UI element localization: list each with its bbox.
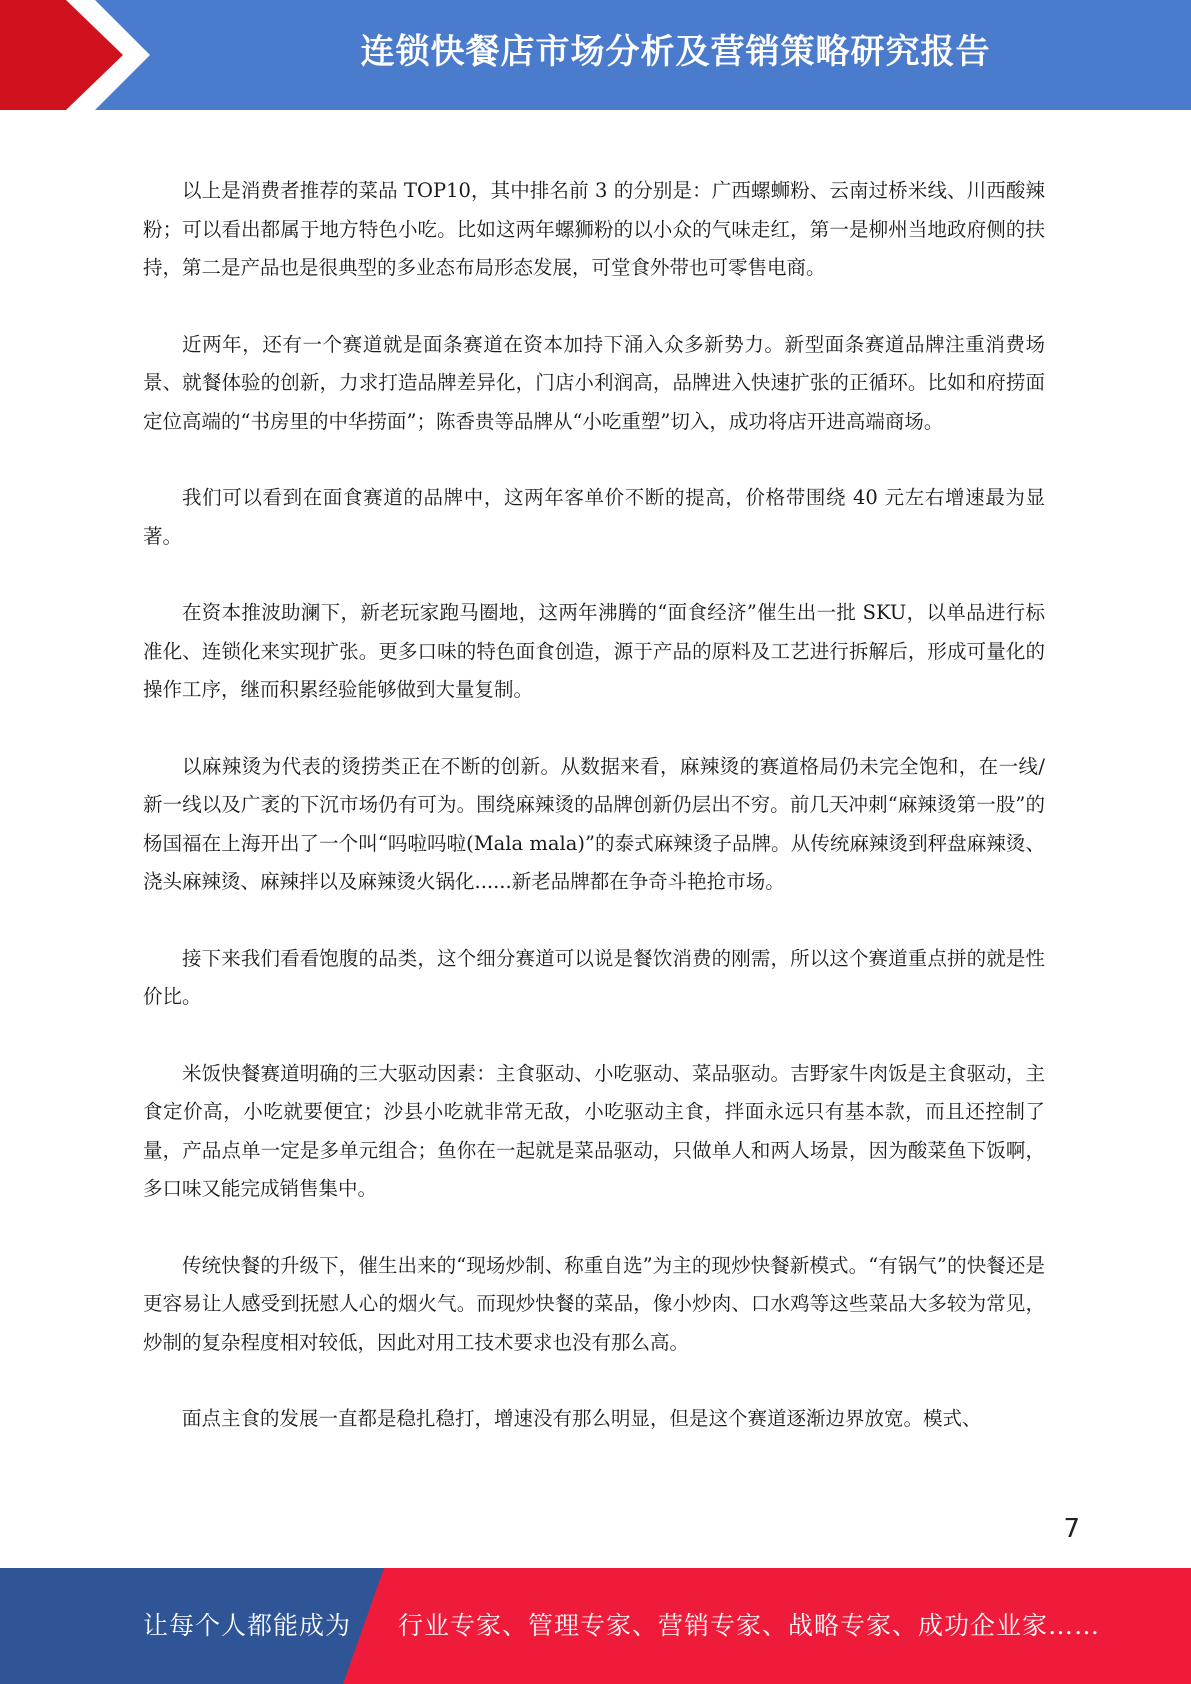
paragraph: 接下来我们看看饱腹的品类，这个细分赛道可以说是餐饮消费的刚需，所以这个赛道重点拼的就是性价比。 [143,946,1045,1008]
report-title: 连锁快餐店市场分析及营销策略研究报告 [360,32,991,72]
paragraph: 我们可以看到在面食赛道的品牌中，这两年客单价不断的提高，价格带围绕 40 元左右增速最为显著。 [143,486,1045,548]
footer-slogan-right: 行业专家、管理专家、营销专家、战略专家、成功企业家…… [398,1611,1101,1640]
paragraph: 米饭快餐赛道明确的三大驱动因素：主食驱动、小吃驱动、菜品驱动。吉野家牛肉饭是主食驱动，主食定价高，小吃就要便宜；沙县小吃就非常无敌，小吃驱动主食，拌面永远只有基本款，而且还控制了量，产品点单一定是多单元组合；鱼你在一起就是菜品驱动，只做单人和两人场景，因为酸菜鱼下饭啊，多口味又能完成销售集中。 [143,1061,1045,1200]
footer-band [0,1568,1191,1684]
paragraph: 以上是消费者推荐的菜品 TOP10，其中排名前 3 的分别是：广西螺蛳粉、云南过桥米线、川西酸辣粉；可以看出都属于地方特色小吃。比如这两年螺狮粉的以小众的气味走红，第一是柳州当地政府侧的扶持，第二是产品也是很典型的多业态布局形态发展，可堂食外带也可零售电商。 [143,179,1045,279]
page-number: 7 [1063,1514,1080,1544]
paragraph: 以麻辣烫为代表的烫捞类正在不断的创新。从数据来看，麻辣烫的赛道格局仍未完全饱和，在一线/新一线以及广袤的下沉市场仍有可为。围绕麻辣烫的品牌创新仍层出不穷。前几天冲刺“麻辣烫第一股”的杨国福在上海开出了一个叫“吗啦吗啦(Mala mala)”的泰式麻辣烫子品牌。从传统麻辣烫到秤盘麻辣烫、浇头麻辣烫、麻辣拌以及麻辣烫火锅化......新老品牌都在争奇斗艳抢市场。 [143,754,1045,893]
footer-slogan-left: 让每个人都能成为 [143,1611,352,1640]
header-band [0,0,1191,110]
paragraph: 近两年，还有一个赛道就是面条赛道在资本加持下涌入众多新势力。新型面条赛道品牌注重消费场景、就餐体验的创新，力求打造品牌差异化，门店小利润高，品牌进入快速扩张的正循环。比如和府捞面定位高端的“书房里的中华捞面”；陈香贵等品牌从“小吃重塑”切入，成功将店开进高端商场。 [143,332,1045,433]
paragraph: 传统快餐的升级下，催生出来的“现场炒制、称重自选”为主的现炒快餐新模式。“有锅气”的快餐还是更容易让人感受到抚慰人心的烟火气。而现炒快餐的菜品，像小炒肉、口水鸡等这些菜品大多较为常见，炒制的复杂程度相对较低，因此对用工技术要求也没有那么高。 [143,1253,1045,1354]
paragraph: 面点主食的发展一直都是稳扎稳打，增速没有那么明显，但是这个赛道逐渐边界放宽。模式、 [182,1407,982,1430]
page-body [143,172,1045,1477]
paragraph: 在资本推波助澜下，新老玩家跑马圈地，这两年沸腾的“面食经济”催生出一批 SKU，以单品进行标准化、连锁化来实现扩张。更多口味的特色面食创造，源于产品的原料及工艺进行拆解后，形成可量化的操作工序，继而积累经验能够做到大量复制。 [143,601,1045,701]
header-arrow-decoration [0,0,160,110]
